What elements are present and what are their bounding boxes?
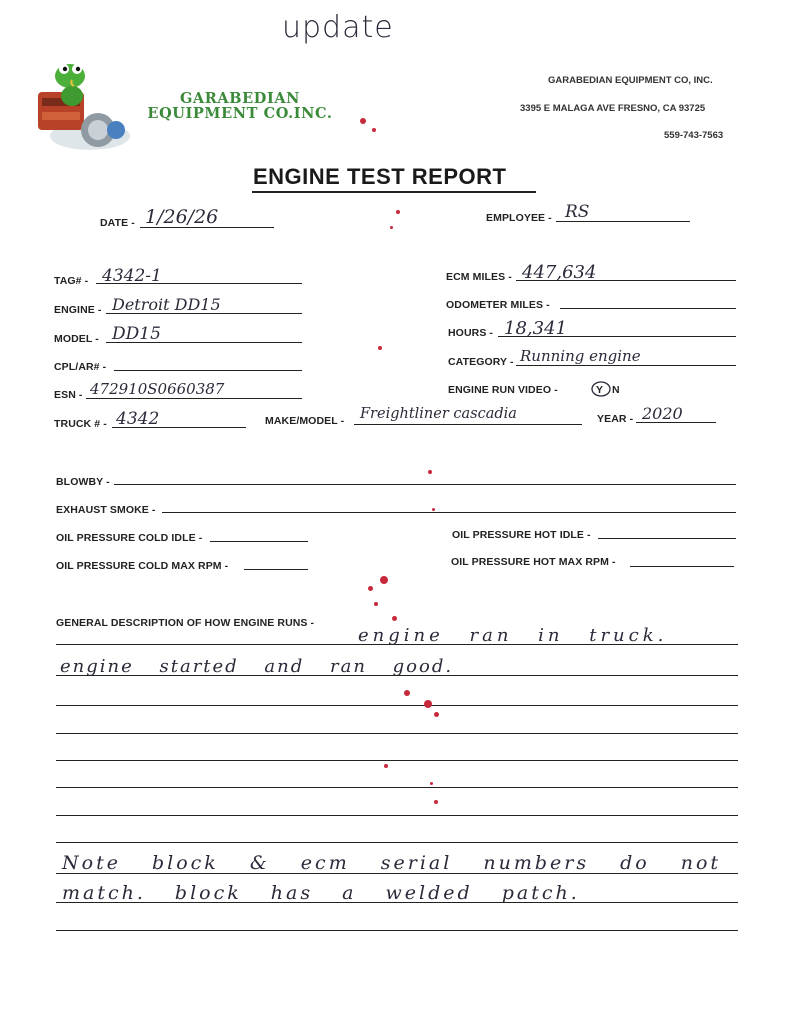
ink-speck [396, 210, 400, 214]
truck-value[interactable]: 4342 [116, 409, 160, 429]
oil-hot-max-line [630, 566, 734, 567]
esn-line [86, 398, 302, 399]
logo-text-line2: EQUIPMENT CO.INC. [147, 105, 333, 122]
description-rule-2 [56, 675, 738, 676]
esn-label: ESN - [54, 389, 83, 401]
description-rule-3 [56, 705, 738, 706]
year-line [636, 422, 716, 423]
ink-speck [404, 690, 410, 696]
category-value[interactable]: Running engine [520, 347, 641, 365]
engine-run-video-no[interactable]: N [612, 384, 620, 396]
tag-value[interactable]: 4342-1 [102, 266, 162, 286]
ink-speck [384, 764, 388, 768]
oil-hot-idle-label: OIL PRESSURE HOT IDLE - [452, 529, 591, 541]
make-model-line [354, 424, 582, 425]
oil-cold-max-label: OIL PRESSURE COLD MAX RPM - [56, 560, 229, 572]
ink-speck [380, 576, 388, 584]
description-rule-11 [56, 930, 738, 931]
oil-hot-max-label: OIL PRESSURE HOT MAX RPM - [451, 556, 616, 568]
oil-cold-max-line [244, 569, 308, 570]
exhaust-smoke-label: EXHAUST SMOKE - [56, 504, 156, 516]
ink-speck [432, 508, 435, 511]
description-label: GENERAL DESCRIPTION OF HOW ENGINE RUNS - [56, 617, 315, 629]
tag-line [96, 283, 302, 284]
company-logo [30, 58, 130, 153]
ecm-miles-value[interactable]: 447,634 [522, 262, 597, 283]
ink-speck [372, 128, 376, 132]
date-label: DATE - [100, 217, 135, 229]
truck-line [112, 427, 246, 428]
odometer-line [560, 308, 736, 309]
employee-value[interactable]: RS [565, 202, 590, 222]
company-phone: 559-743-7563 [664, 130, 724, 141]
oil-cold-idle-label: OIL PRESSURE COLD IDLE - [56, 532, 203, 544]
make-model-label: MAKE/MODEL - [265, 415, 345, 427]
oil-hot-idle-line [598, 538, 736, 539]
make-model-value[interactable]: Freightliner cascadia [360, 406, 517, 422]
engine-value[interactable]: Detroit DD15 [112, 295, 221, 314]
ink-speck [434, 712, 439, 717]
blowby-line [114, 484, 736, 485]
description-line2[interactable]: engine started and ran good. [60, 656, 454, 677]
engine-label: ENGINE - [54, 304, 102, 316]
description-rule-9 [56, 873, 738, 874]
oil-cold-idle-line [210, 541, 308, 542]
ink-speck [392, 616, 397, 621]
ecm-miles-line [516, 280, 736, 281]
description-rule-10 [56, 902, 738, 903]
report-title: ENGINE TEST REPORT [253, 164, 507, 189]
employee-label: EMPLOYEE - [486, 212, 552, 224]
logo-company-name [140, 91, 340, 121]
description-line1[interactable]: engine ran in truck. [358, 625, 668, 646]
circle-mark-icon [590, 380, 612, 398]
truck-label: TRUCK # - [54, 418, 107, 430]
year-label: YEAR - [597, 413, 634, 425]
description-rule-4 [56, 733, 738, 734]
hours-value[interactable]: 18,341 [504, 318, 567, 339]
description-rule-5 [56, 760, 738, 761]
category-label: CATEGORY - [448, 356, 514, 368]
engine-run-video-label: ENGINE RUN VIDEO - [448, 384, 558, 396]
frog-mascot-icon [30, 58, 130, 153]
ink-speck [434, 800, 438, 804]
hours-line [498, 336, 736, 337]
ink-speck [430, 782, 433, 785]
cpl-line [114, 370, 302, 371]
ink-speck [378, 346, 382, 350]
ecm-miles-label: ECM MILES - [446, 271, 512, 283]
employee-line [556, 221, 690, 222]
description-rule-8 [56, 842, 738, 843]
model-value[interactable]: DD15 [112, 324, 161, 344]
engine-line [106, 313, 302, 314]
esn-value[interactable]: 472910S0660387 [90, 380, 225, 398]
category-line [516, 365, 736, 366]
model-line [106, 342, 302, 343]
company-address: 3395 E MALAGA AVE FRESNO, CA 93725 [520, 103, 706, 114]
note-line2[interactable]: match. block has a welded patch. [62, 882, 580, 904]
engine-run-video-yes[interactable]: Y [596, 384, 604, 396]
title-underline [252, 191, 536, 193]
company-name: GARABEDIAN EQUIPMENT CO, INC. [548, 75, 713, 86]
ink-speck [424, 700, 432, 708]
ink-speck [368, 586, 373, 591]
ink-speck [390, 226, 393, 229]
odometer-label: ODOMETER MILES - [446, 299, 550, 311]
blowby-label: BLOWBY - [56, 476, 110, 488]
date-line [140, 227, 274, 228]
ink-speck [374, 602, 378, 606]
tag-label: TAG# - [54, 275, 89, 287]
cpl-label: CPL/AR# - [54, 361, 107, 373]
note-line1[interactable]: Note block & ecm serial numbers do not [62, 852, 722, 874]
description-rule-7 [56, 815, 738, 816]
description-rule-6 [56, 787, 738, 788]
year-value[interactable]: 2020 [642, 404, 683, 423]
ink-speck [360, 118, 366, 124]
logo-text-line1: GARABEDIAN [179, 90, 301, 107]
exhaust-smoke-line [162, 512, 736, 513]
model-label: MODEL - [54, 333, 99, 345]
ink-speck [428, 470, 432, 474]
date-value[interactable]: 1/26/26 [145, 206, 219, 228]
handwritten-header: update [282, 10, 394, 45]
description-rule-1 [56, 644, 738, 645]
hours-label: HOURS - [448, 327, 494, 339]
